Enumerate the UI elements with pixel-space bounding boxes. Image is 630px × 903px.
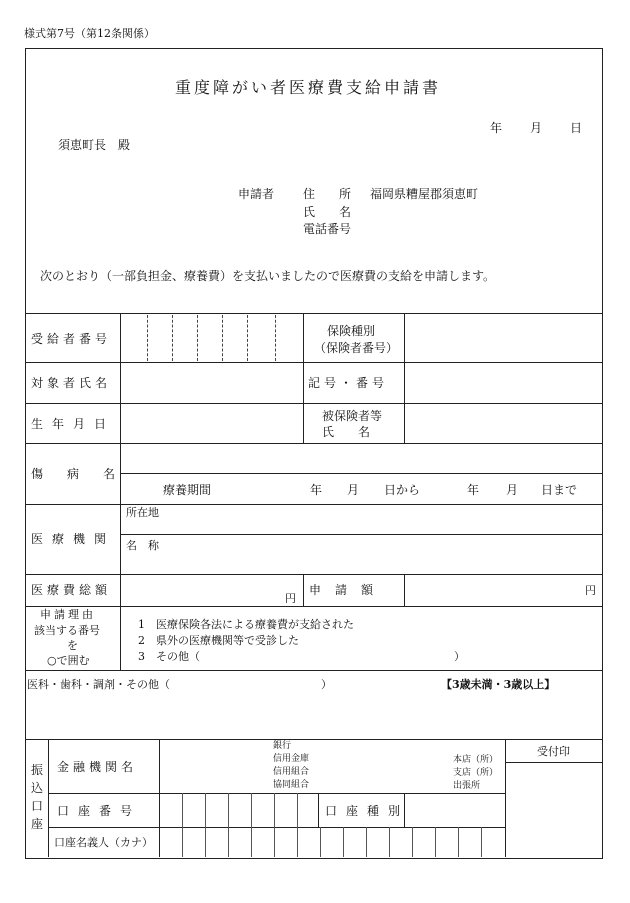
- location-label: 所在地: [126, 506, 159, 519]
- reason-item-3[interactable]: 3 その他（: [138, 650, 200, 663]
- transfer-char-1: 振: [31, 763, 44, 777]
- type-kyodo[interactable]: 協同組合: [273, 780, 310, 790]
- reason-close: ）: [454, 650, 465, 663]
- form-frame: [25, 48, 603, 859]
- institution-label: 医療機関: [31, 532, 116, 546]
- insured-label: 被保険者等: [322, 409, 383, 423]
- branch-main[interactable]: 本店（所）: [453, 755, 499, 765]
- branch-office[interactable]: 出張所: [453, 781, 481, 791]
- period-from-month: 月: [347, 483, 360, 497]
- period-from-day: 日から: [384, 483, 421, 497]
- insured-name-label: 氏 名: [322, 425, 371, 439]
- transfer-char-3: 口: [31, 799, 44, 813]
- reason-instruction: 該当する番号: [34, 624, 100, 637]
- subject-name-label: 対象者氏名: [31, 376, 112, 390]
- account-holder-label: 口座名義人（カナ）: [54, 836, 153, 849]
- date-month: 月: [530, 121, 543, 135]
- transfer-char-4: 座: [31, 817, 44, 831]
- symbol-number-label: 記号・番号: [308, 376, 389, 390]
- applicant-label: 申請者: [238, 187, 275, 201]
- reason-item-2[interactable]: 2 県外の医療機関等で受診した: [138, 634, 299, 647]
- address-label: 住 所: [303, 187, 352, 201]
- form-number: 様式第7号（第12条関係）: [24, 27, 155, 40]
- treatment-period-label: 療養期間: [163, 483, 212, 497]
- category-close: ）: [321, 678, 332, 691]
- age-note[interactable]: 【3歳未満・3歳以上】: [441, 678, 556, 691]
- institution-name-bank-label: 金融機関名: [57, 760, 138, 774]
- reason-wo: を: [67, 639, 78, 652]
- phone-label: 電話番号: [303, 222, 352, 236]
- period-to-month: 月: [506, 483, 519, 497]
- type-shinkumi[interactable]: 信用組合: [273, 767, 310, 777]
- reason-item-1[interactable]: 1 医療保険各法による療養費が支給された: [138, 618, 354, 631]
- reason-label: 申請理由: [40, 608, 96, 621]
- addressee: 須恵町長 殿: [58, 138, 131, 152]
- account-type-label: 口座種別: [325, 804, 410, 818]
- period-to-year: 年: [467, 483, 480, 497]
- transfer-char-2: 込: [31, 781, 44, 795]
- form-title: 重度障がい者医療費支給申請書: [175, 78, 442, 97]
- statement: 次のとおり（一部負担金、療養費）を支払いましたので医療費の支給を申請します。: [40, 269, 496, 283]
- claim-amount-label: 申請額: [309, 583, 388, 597]
- date-day: 日: [570, 121, 583, 135]
- birth-date-label: 生年月日: [31, 417, 116, 431]
- period-from-year: 年: [310, 483, 323, 497]
- recipient-number-label: 受給者番号: [31, 332, 112, 346]
- reason-circle: ○で囲む: [47, 654, 90, 667]
- type-bank[interactable]: 銀行: [273, 741, 292, 751]
- yen-claim: 円: [585, 584, 596, 597]
- type-shinkin[interactable]: 信用金庫: [273, 754, 310, 764]
- yen-total: 円: [285, 592, 296, 605]
- period-to-day: 日まで: [541, 483, 578, 497]
- disease-label: 傷 病 名: [31, 467, 122, 481]
- branch-branch[interactable]: 支店（所）: [453, 768, 499, 778]
- name-label: 氏 名: [303, 205, 352, 219]
- category-label[interactable]: 医科・歯科・調剤・その他（: [27, 678, 170, 691]
- stamp-label: 受付印: [537, 745, 570, 758]
- institution-name-label: 名 称: [126, 539, 159, 552]
- insurance-type-label: 保険種別: [327, 324, 376, 338]
- total-cost-label: 医療費総額: [31, 583, 112, 597]
- date-year: 年: [490, 121, 503, 135]
- account-number-label: 口座番号: [57, 804, 142, 818]
- address-value[interactable]: 福岡県糟屋郡須恵町: [370, 187, 479, 201]
- insurer-number-label: （保険者番号）: [314, 341, 399, 355]
